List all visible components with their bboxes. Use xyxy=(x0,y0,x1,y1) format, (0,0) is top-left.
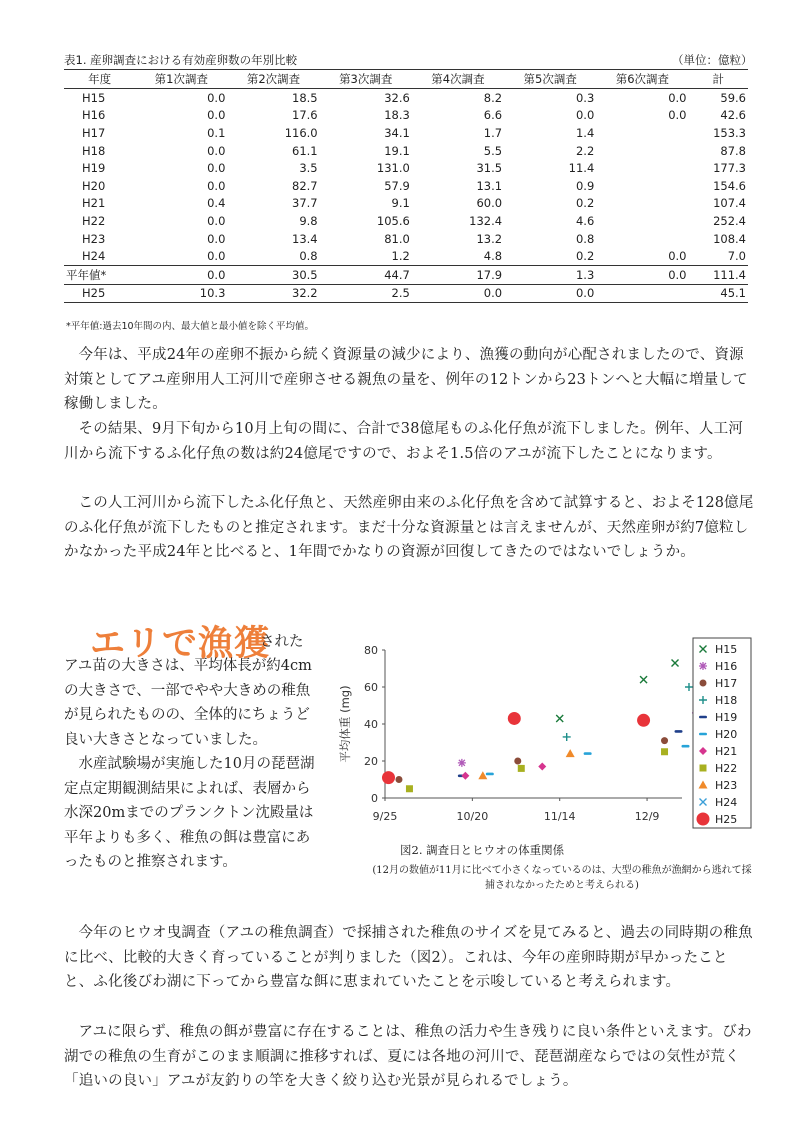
data-point-h23 xyxy=(566,749,575,757)
table-title: 表1. 産卵調査における有効産卵数の年別比較 xyxy=(64,53,298,67)
table-header-cell: 第5次調査 xyxy=(504,70,596,89)
table-cell: 42.6 xyxy=(720,108,746,123)
table-cell: 108.4 xyxy=(713,231,746,246)
table-cell: 116.0 xyxy=(284,125,318,140)
table-cell: 0.0 xyxy=(207,143,226,158)
paragraph-6: アユに限らず、稚魚の餌が豊富に存在することは、稚魚の活力や生き残りに良い条件といえます。びわ湖での稚魚の生育がこのまま順調に推移すれば、夏には各地の河川で、琵琶湖産ならではの気性が荒く「追いの良い」アユが友釣りの竿を大きく絞り込む光景が見られるでしょう。 xyxy=(64,1024,752,1089)
table-row xyxy=(64,265,748,284)
x-tick-label: 10/20 xyxy=(456,810,489,823)
table-cell: 0.0 xyxy=(207,90,226,105)
table-cell: 13.4 xyxy=(292,231,318,246)
table-cell: 177.3 xyxy=(713,161,746,176)
table-header-cell: 第2次調査 xyxy=(227,70,319,89)
section-heading: エリで漁獲 xyxy=(90,624,271,664)
table-header-cell: 第1次調査 xyxy=(135,70,227,89)
legend-label: H16 xyxy=(715,660,738,673)
table-cell: H23 xyxy=(82,231,106,246)
table-row xyxy=(64,212,748,230)
legend-label: H15 xyxy=(715,643,738,656)
y-tick-label: 60 xyxy=(364,681,378,694)
data-point-h25 xyxy=(637,714,650,727)
table-cell: 44.7 xyxy=(320,265,412,284)
table-cell: 154.6 xyxy=(713,178,746,193)
paragraph-5: 今年のヒウオ曳調査（アユの稚魚調査）で採捕された稚魚のサイズを見てみると、過去の同時期の稚魚に比べ、比較的大きく育っていることが判りました（図2）。これは、今年の産卵時期が早かったことと、ふ化後びわ湖に下ってから豊富な餌に恵まれていたことを示唆していると考えられます。 xyxy=(64,925,753,990)
table-cell: H17 xyxy=(82,125,106,140)
figure-note: (12月の数値が11月に比べて小さくなっているのは、大型の稚魚が漁網から逃れて採捕されなかったためと考えられる) xyxy=(372,865,752,891)
table-cell: 82.7 xyxy=(292,178,318,193)
table-cell: 1.2 xyxy=(391,249,410,264)
table-cell: 87.8 xyxy=(720,143,746,158)
table-cell: 0.0 xyxy=(504,284,596,303)
legend-label: H24 xyxy=(715,796,738,809)
table-cell: 153.3 xyxy=(713,125,746,140)
table-cell: 0.4 xyxy=(207,196,226,211)
table-cell: H22 xyxy=(82,213,106,228)
data-point-h17 xyxy=(395,776,402,783)
table-cell: 0.0 xyxy=(575,108,595,123)
table-row xyxy=(64,124,748,142)
table-cell: 31.5 xyxy=(476,161,503,176)
left-paragraph-1: アユ苗の大きさは、平均体長が約4cmの大きさで、一部でやや大きめの稚魚が見られたものの、全体的にちょうど良い大きさとなっていました。 xyxy=(64,658,312,748)
table-row xyxy=(64,247,748,265)
section-heading-suffix: された xyxy=(260,634,304,650)
legend-label: H23 xyxy=(715,779,738,792)
data-point-h20 xyxy=(584,752,592,755)
table-cell: 2.2 xyxy=(575,143,595,158)
data-point-h18 xyxy=(563,733,571,741)
legend-marker-h20 xyxy=(699,733,707,736)
legend-marker-h19 xyxy=(699,716,707,719)
paragraph-3: この人工河川から流下したふ化仔魚と、天然産卵由来のふ化仔魚を含めて試算すると、およそ128億尾のふ化仔魚が流下したものと推定されます。まだ十分な資源量とは言えませんが、天然産卵が約7億粒しかなかった平成24年と比べると、1年間でかなりの資源が回復してきたのではないでしょうか。 xyxy=(64,495,754,560)
data-point-h20 xyxy=(486,773,494,776)
y-tick-label: 20 xyxy=(364,755,378,768)
table-row xyxy=(64,177,748,195)
table-cell: 17.6 xyxy=(292,108,318,123)
x-tick-label: 12/9 xyxy=(634,810,660,823)
table-row xyxy=(64,159,748,177)
legend-label: H25 xyxy=(715,813,738,826)
x-tick-label: 11/14 xyxy=(543,810,576,823)
table-cell: 8.2 xyxy=(483,90,503,105)
data-point-h17 xyxy=(661,737,668,744)
table-cell: 0.0 xyxy=(668,90,687,105)
data-point-h25 xyxy=(382,771,395,784)
table-footnote: *平年値:過去10年間の内、最大値と最小値を除く平均値。 xyxy=(66,321,315,332)
table-cell xyxy=(596,142,688,160)
legend-label: H17 xyxy=(715,677,738,690)
table-cell: 1.7 xyxy=(483,125,503,140)
data-point-h22 xyxy=(518,765,525,772)
table-cell: 2.5 xyxy=(320,284,412,303)
table-cell: 17.9 xyxy=(412,265,504,284)
table-cell xyxy=(596,159,688,177)
data-point-h21 xyxy=(538,763,546,771)
table-row xyxy=(64,89,748,107)
table-cell: 0.0 xyxy=(596,265,688,284)
table-cell: 252.4 xyxy=(713,213,746,228)
table-row xyxy=(64,107,748,125)
table-cell: 0.0 xyxy=(668,108,687,123)
legend-label: H20 xyxy=(715,728,738,741)
table-cell: 0.0 xyxy=(207,249,226,264)
table-cell: 19.1 xyxy=(384,143,410,158)
x-tick-label: 9/25 xyxy=(372,810,398,823)
table-cell: 61.1 xyxy=(292,143,318,158)
left-paragraph-2: 水産試験場が実施した10月の琵琶湖定点定期観測結果によれば、表層から水深20mまでのプランクトン沈殿量は平年よりも多く、稚魚の餌は豊富にあったものと推察されます。 xyxy=(64,756,315,870)
table-cell: 0.2 xyxy=(575,196,595,211)
legend-label: H18 xyxy=(715,694,738,707)
table-cell: H16 xyxy=(82,108,106,123)
table-cell: H20 xyxy=(82,178,106,193)
table-cell: 5.5 xyxy=(483,143,503,158)
legend-marker-h22 xyxy=(700,765,707,772)
table-cell xyxy=(596,212,688,230)
data-point-h15 xyxy=(556,715,563,722)
table-header-cell: 年度 xyxy=(64,70,135,89)
table-cell: 32.6 xyxy=(384,90,410,105)
table-cell: H21 xyxy=(82,196,106,211)
data-point-h25 xyxy=(508,712,521,725)
legend-label: H22 xyxy=(715,762,738,775)
paragraph-2: その結果、9月下旬から10月上旬の間に、合計で38億尾ものふ化仔魚が流下しました。例年、人工河川から流下するふ化仔魚の数は約24億尾ですので、およそ1.5倍のアユが流下したことになります。 xyxy=(64,421,744,462)
table-row xyxy=(64,195,748,213)
table-unit: （単位：億粒） xyxy=(672,53,753,67)
table-cell: 0.9 xyxy=(575,178,595,193)
table-cell: 4.6 xyxy=(575,213,595,228)
data-point-h16 xyxy=(458,759,466,767)
table-header-cell: 第6次調査 xyxy=(596,70,688,89)
table-cell xyxy=(596,195,688,213)
table-cell: 32.2 xyxy=(227,284,319,303)
table-cell: 0.8 xyxy=(575,231,595,246)
table-cell: H15 xyxy=(82,90,106,105)
table-cell xyxy=(596,230,688,248)
legend-label: H19 xyxy=(715,711,738,724)
table-cell: H24 xyxy=(82,249,106,264)
table-cell: H18 xyxy=(82,143,106,158)
table-cell: 0.0 xyxy=(135,265,227,284)
table-cell: 3.5 xyxy=(299,161,318,176)
table-cell: 107.4 xyxy=(713,196,746,211)
table-cell: 0.0 xyxy=(412,284,504,303)
table-cell: 0.0 xyxy=(207,108,226,123)
data-point-h22 xyxy=(406,785,413,792)
table-header-row xyxy=(64,70,748,89)
table-row xyxy=(64,230,748,248)
table-cell: 0.3 xyxy=(575,90,595,105)
table-cell: 6.6 xyxy=(483,108,503,123)
table-cell xyxy=(596,177,688,195)
table-cell: 45.1 xyxy=(689,284,749,303)
table-cell: 30.5 xyxy=(227,265,319,284)
left-column-text xyxy=(64,654,316,875)
data-point-h15 xyxy=(672,659,679,666)
y-axis-label: 平均体重 (mg) xyxy=(338,685,352,763)
table-cell: 平年値* xyxy=(64,265,135,284)
table-cell: 131.0 xyxy=(376,161,410,176)
paragraph-1: 今年は、平成24年の産卵不振から続く資源量の減少により、漁獲の動向が心配されましたので、資源対策としてアユ産卵用人工河川で産卵させる親魚の量を、例年の12トンから23トンへと大幅に増量して稼働しました。 xyxy=(64,347,748,412)
table-cell: 0.0 xyxy=(668,249,687,264)
table-cell: 132.4 xyxy=(469,213,503,228)
table-cell: 60.0 xyxy=(476,196,503,211)
legend-marker-h17 xyxy=(700,680,707,687)
legend-label: H21 xyxy=(715,745,738,758)
table-cell: 105.6 xyxy=(376,213,410,228)
table-cell xyxy=(596,124,688,142)
data-point-h20 xyxy=(681,745,689,748)
table-cell: 0.2 xyxy=(575,249,595,264)
legend-marker-h16 xyxy=(699,662,707,670)
table-row xyxy=(64,284,748,303)
table-cell: 18.5 xyxy=(292,90,318,105)
y-tick-label: 0 xyxy=(371,792,378,805)
figure-caption: 図2. 調査日とヒウオの体重関係 xyxy=(400,843,565,857)
table-cell: 10.3 xyxy=(135,284,227,303)
data-point-h17 xyxy=(514,758,521,765)
table-cell: 11.4 xyxy=(568,161,595,176)
table-cell: 13.2 xyxy=(476,231,503,246)
table-cell: 7.0 xyxy=(727,249,746,264)
table-cell: 111.4 xyxy=(689,265,749,284)
table-header-cell: 第4次調査 xyxy=(412,70,504,89)
table-cell: 0.0 xyxy=(207,161,226,176)
table-cell: 9.8 xyxy=(299,213,318,228)
data-point-h21 xyxy=(461,772,469,780)
table-cell: H19 xyxy=(82,161,106,176)
table-row xyxy=(64,142,748,160)
y-tick-label: 40 xyxy=(364,718,378,731)
legend-marker-h25 xyxy=(697,813,710,826)
table-cell: 1.3 xyxy=(504,265,596,284)
data-point-h15 xyxy=(640,676,647,683)
table-cell: 0.0 xyxy=(207,213,226,228)
table-cell: 81.0 xyxy=(384,231,410,246)
table-cell: 18.3 xyxy=(384,108,410,123)
egg-count-table xyxy=(64,69,748,303)
table-cell: 9.1 xyxy=(391,196,410,211)
table-cell: 0.8 xyxy=(299,249,318,264)
table-cell: 57.9 xyxy=(384,178,410,193)
table-cell: H25 xyxy=(64,284,135,303)
table-cell: 0.0 xyxy=(207,231,226,246)
table-cell xyxy=(596,284,688,303)
data-point-h19 xyxy=(675,730,683,733)
table-cell: 1.4 xyxy=(575,125,595,140)
table-cell: 59.6 xyxy=(720,90,746,105)
table-cell: 4.8 xyxy=(483,249,503,264)
table-cell: 37.7 xyxy=(292,196,318,211)
table-header-cell: 計 xyxy=(689,70,749,89)
y-tick-label: 80 xyxy=(364,644,378,657)
table-header-cell: 第3次調査 xyxy=(320,70,412,89)
data-point-h18 xyxy=(685,683,693,691)
data-point-h22 xyxy=(661,748,668,755)
table-cell: 34.1 xyxy=(384,125,410,140)
table-cell: 0.1 xyxy=(207,125,226,140)
table-cell: 13.1 xyxy=(476,178,503,193)
data-point-h23 xyxy=(478,771,487,779)
table-cell: 0.0 xyxy=(207,178,226,193)
weight-scatter-chart xyxy=(325,636,755,836)
